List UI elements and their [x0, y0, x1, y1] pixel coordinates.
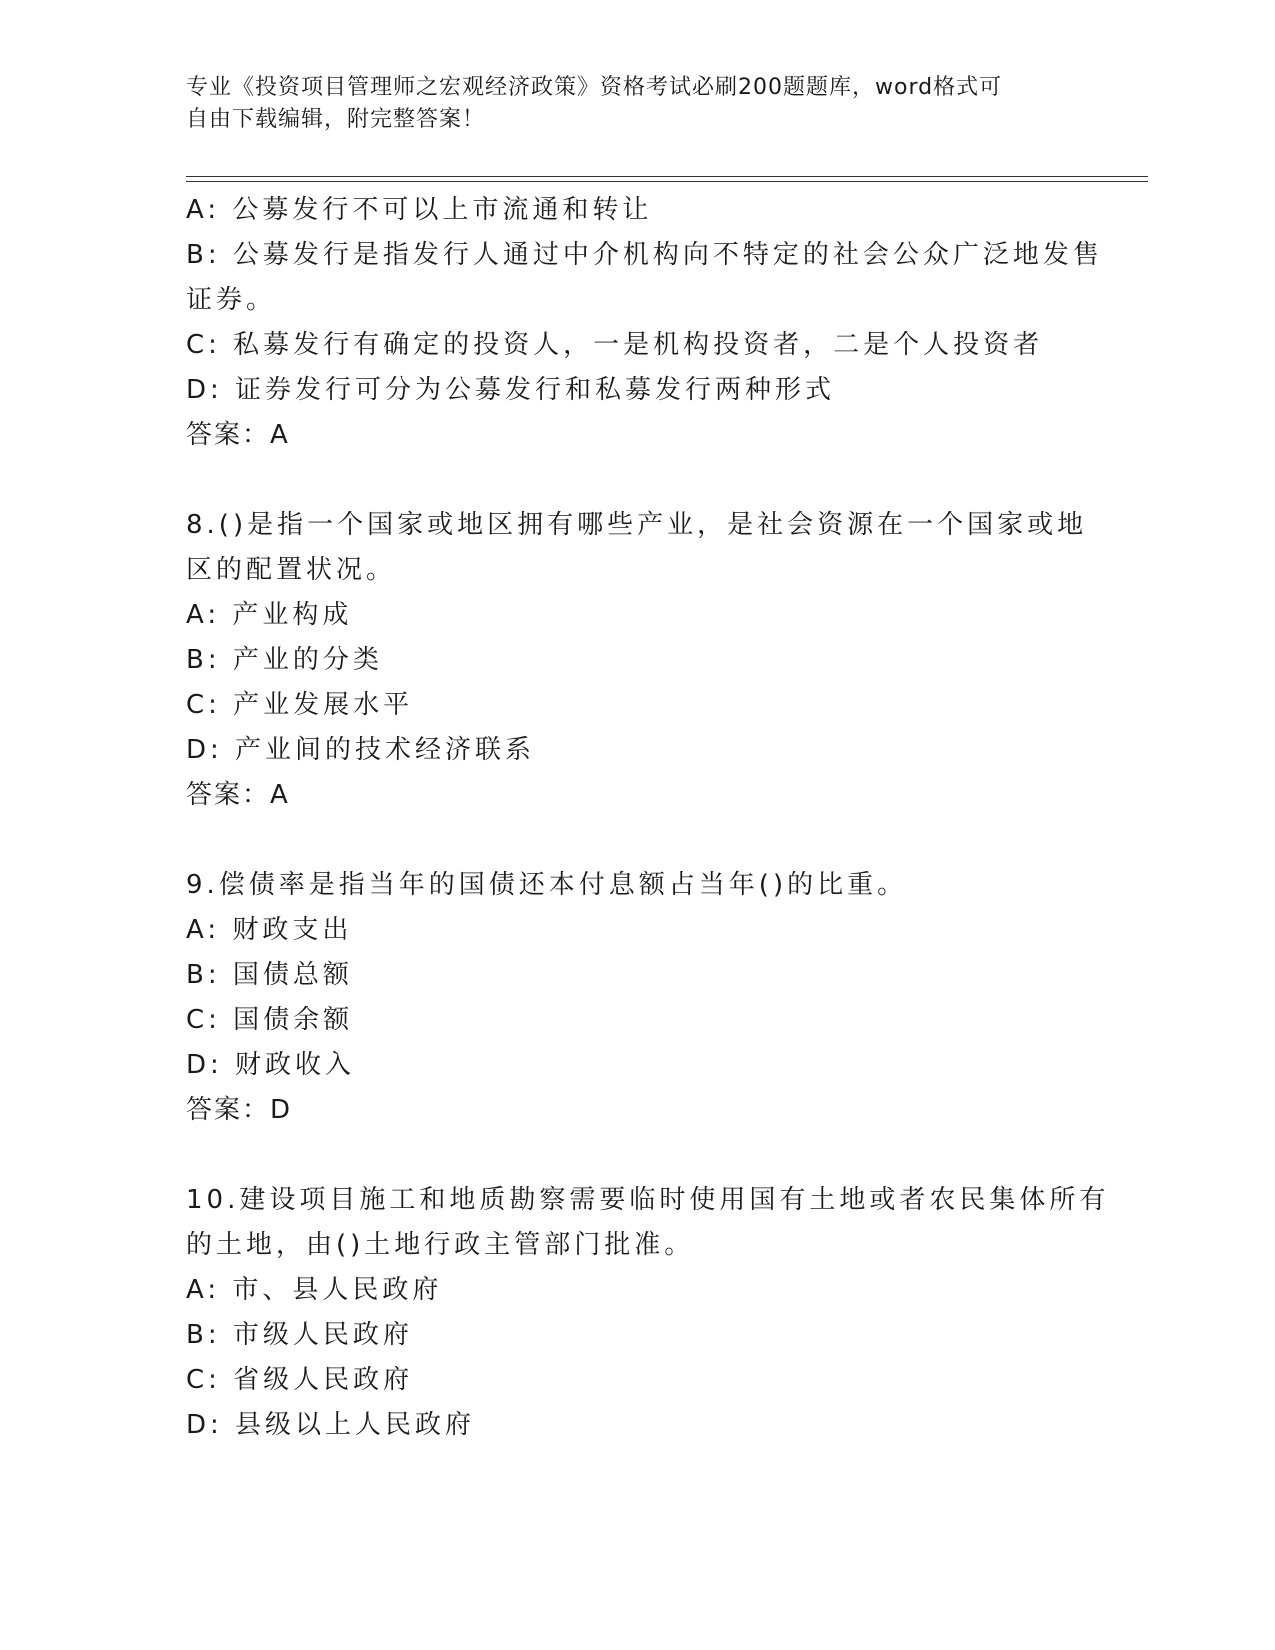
question-8 [186, 503, 1088, 818]
option-b: B: 公募发行是指发行人通过中介机构向不特定的社会公众广泛地发售 [186, 240, 1103, 270]
option-c: C: 省级人民政府 [186, 1365, 414, 1395]
option-a: A: 产业构成 [186, 600, 353, 630]
answer-label: 答案：A [186, 420, 290, 450]
option-c: C: 国债余额 [186, 1005, 354, 1035]
option-d: D: 产业间的技术经济联系 [186, 735, 536, 765]
question-stem: 9.偿债率是指当年的国债还本付息额占当年()的比重。 [186, 870, 908, 900]
option-a: A: 财政支出 [186, 915, 353, 945]
header-line-1: 专业《投资项目管理师之宏观经济政策》资格考试必刷200题题库，word格式可 [186, 75, 1003, 100]
answer-label: 答案：D [186, 1095, 293, 1125]
option-a: A: 公募发行不可以上市流通和转让 [186, 195, 653, 225]
question-stem: 10.建设项目施工和地质勘察需要临时使用国有土地或者农民集体所有 [186, 1185, 1110, 1215]
option-b: B: 市级人民政府 [186, 1320, 413, 1350]
question-7-options [186, 188, 1103, 458]
question-stem: 8.()是指一个国家或地区拥有哪些产业，是社会资源在一个国家或地 [186, 510, 1088, 540]
question-9 [186, 863, 1066, 1133]
option-b: B: 国债总额 [186, 960, 353, 990]
document-header [186, 72, 1086, 136]
header-divider [186, 176, 1148, 182]
header-line-2: 自由下载编辑，附完整答案！ [186, 107, 486, 132]
question-list [186, 188, 1110, 1448]
question-10 [186, 1178, 1110, 1448]
option-d: D: 财政收入 [186, 1050, 356, 1080]
option-c: C: 私募发行有确定的投资人，一是机构投资者，二是个人投资者 [186, 330, 1044, 360]
question-stem-continued: 区的配置状况。 [186, 555, 397, 585]
option-c: C: 产业发展水平 [186, 690, 414, 720]
option-d: D: 证券发行可分为公募发行和私募发行两种形式 [186, 375, 836, 405]
option-b-continued: 证券。 [186, 285, 277, 315]
question-stem-continued: 的土地，由()土地行政主管部门批准。 [186, 1230, 695, 1260]
option-b: B: 产业的分类 [186, 645, 383, 675]
answer-label: 答案：A [186, 780, 290, 810]
option-a: A: 市、县人民政府 [186, 1275, 443, 1305]
option-d: D: 县级以上人民政府 [186, 1410, 476, 1440]
